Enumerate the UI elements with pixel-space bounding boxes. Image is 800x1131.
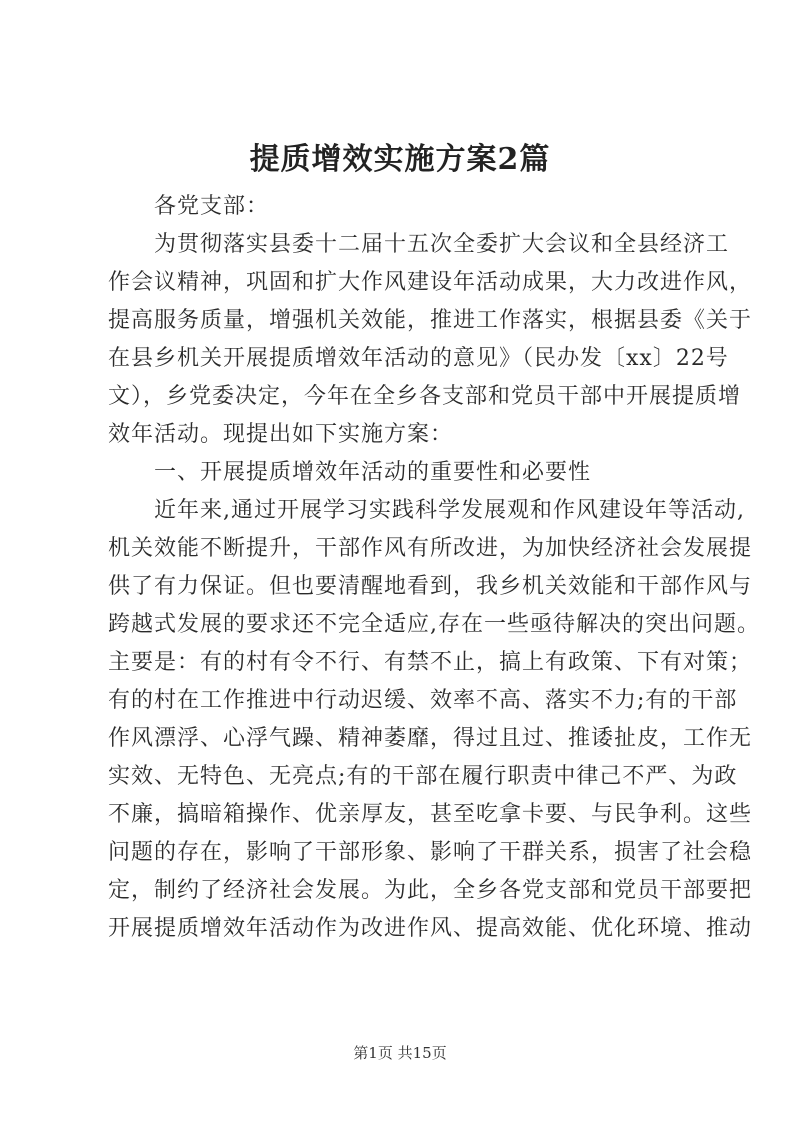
body-line: 开展提质增效年活动作为改进作风、提高效能、优化环境、推动 xyxy=(108,916,753,941)
body-line: 为贯彻落实县委十二届十五次全委扩大会议和全县经济工 xyxy=(108,232,730,257)
body-line: 有的村在工作推进中行动迟缓、效率不高、落实不力;有的干部 xyxy=(108,688,738,713)
body-line: 实效、无特色、无亮点;有的干部在履行职责中律己不严、为政 xyxy=(108,764,738,789)
body-line: 在县乡机关开展提质增效年活动的意见》（民办发〔xx〕22号 xyxy=(108,346,729,371)
body-line: 机关效能不断提升，干部作风有所改进，为加快经济社会发展提 xyxy=(108,536,753,561)
body-line: 供了有力保证。但也要清醒地看到，我乡机关效能和干部作风与 xyxy=(108,574,753,599)
page-number-footer: 第1页 共15页 xyxy=(353,1044,447,1062)
body-line: 作风漂浮、心浮气躁、精神萎靡，得过且过、推诿扯皮，工作无 xyxy=(108,726,753,751)
body-line: 不廉，搞暗箱操作、优亲厚友，甚至吃拿卡要、与民争利。这些 xyxy=(108,802,753,827)
body-line: 问题的存在，影响了干部形象、影响了干群关系，损害了社会稳 xyxy=(108,840,753,865)
body-line: 各党支部： xyxy=(108,194,270,219)
body-line: 主要是：有的村有令不行、有禁不止，搞上有政策、下有对策； xyxy=(108,650,753,675)
document-body xyxy=(108,188,760,948)
body-line: 近年来,通过开展学习实践科学发展观和作风建设年等活动, xyxy=(108,498,745,523)
body-line: 效年活动。现提出如下实施方案： xyxy=(108,422,454,447)
section-heading: 一、开展提质增效年活动的重要性和必要性 xyxy=(108,460,592,485)
body-line: 定，制约了经济社会发展。为此，全乡各党支部和党员干部要把 xyxy=(108,878,753,903)
body-line: 作会议精神，巩固和扩大作风建设年活动成果，大力改进作风， xyxy=(108,270,753,295)
body-line: 跨越式发展的要求还不完全适应,存在一些亟待解决的突出问题。 xyxy=(108,612,760,637)
body-line: 提高服务质量，增强机关效能，推进工作落实，根据县委《关于 xyxy=(108,308,753,333)
document-title: 提质增效实施方案2篇 xyxy=(249,142,551,177)
body-line: 文），乡党委决定，今年在全乡各支部和党员干部中开展提质增 xyxy=(108,384,742,409)
